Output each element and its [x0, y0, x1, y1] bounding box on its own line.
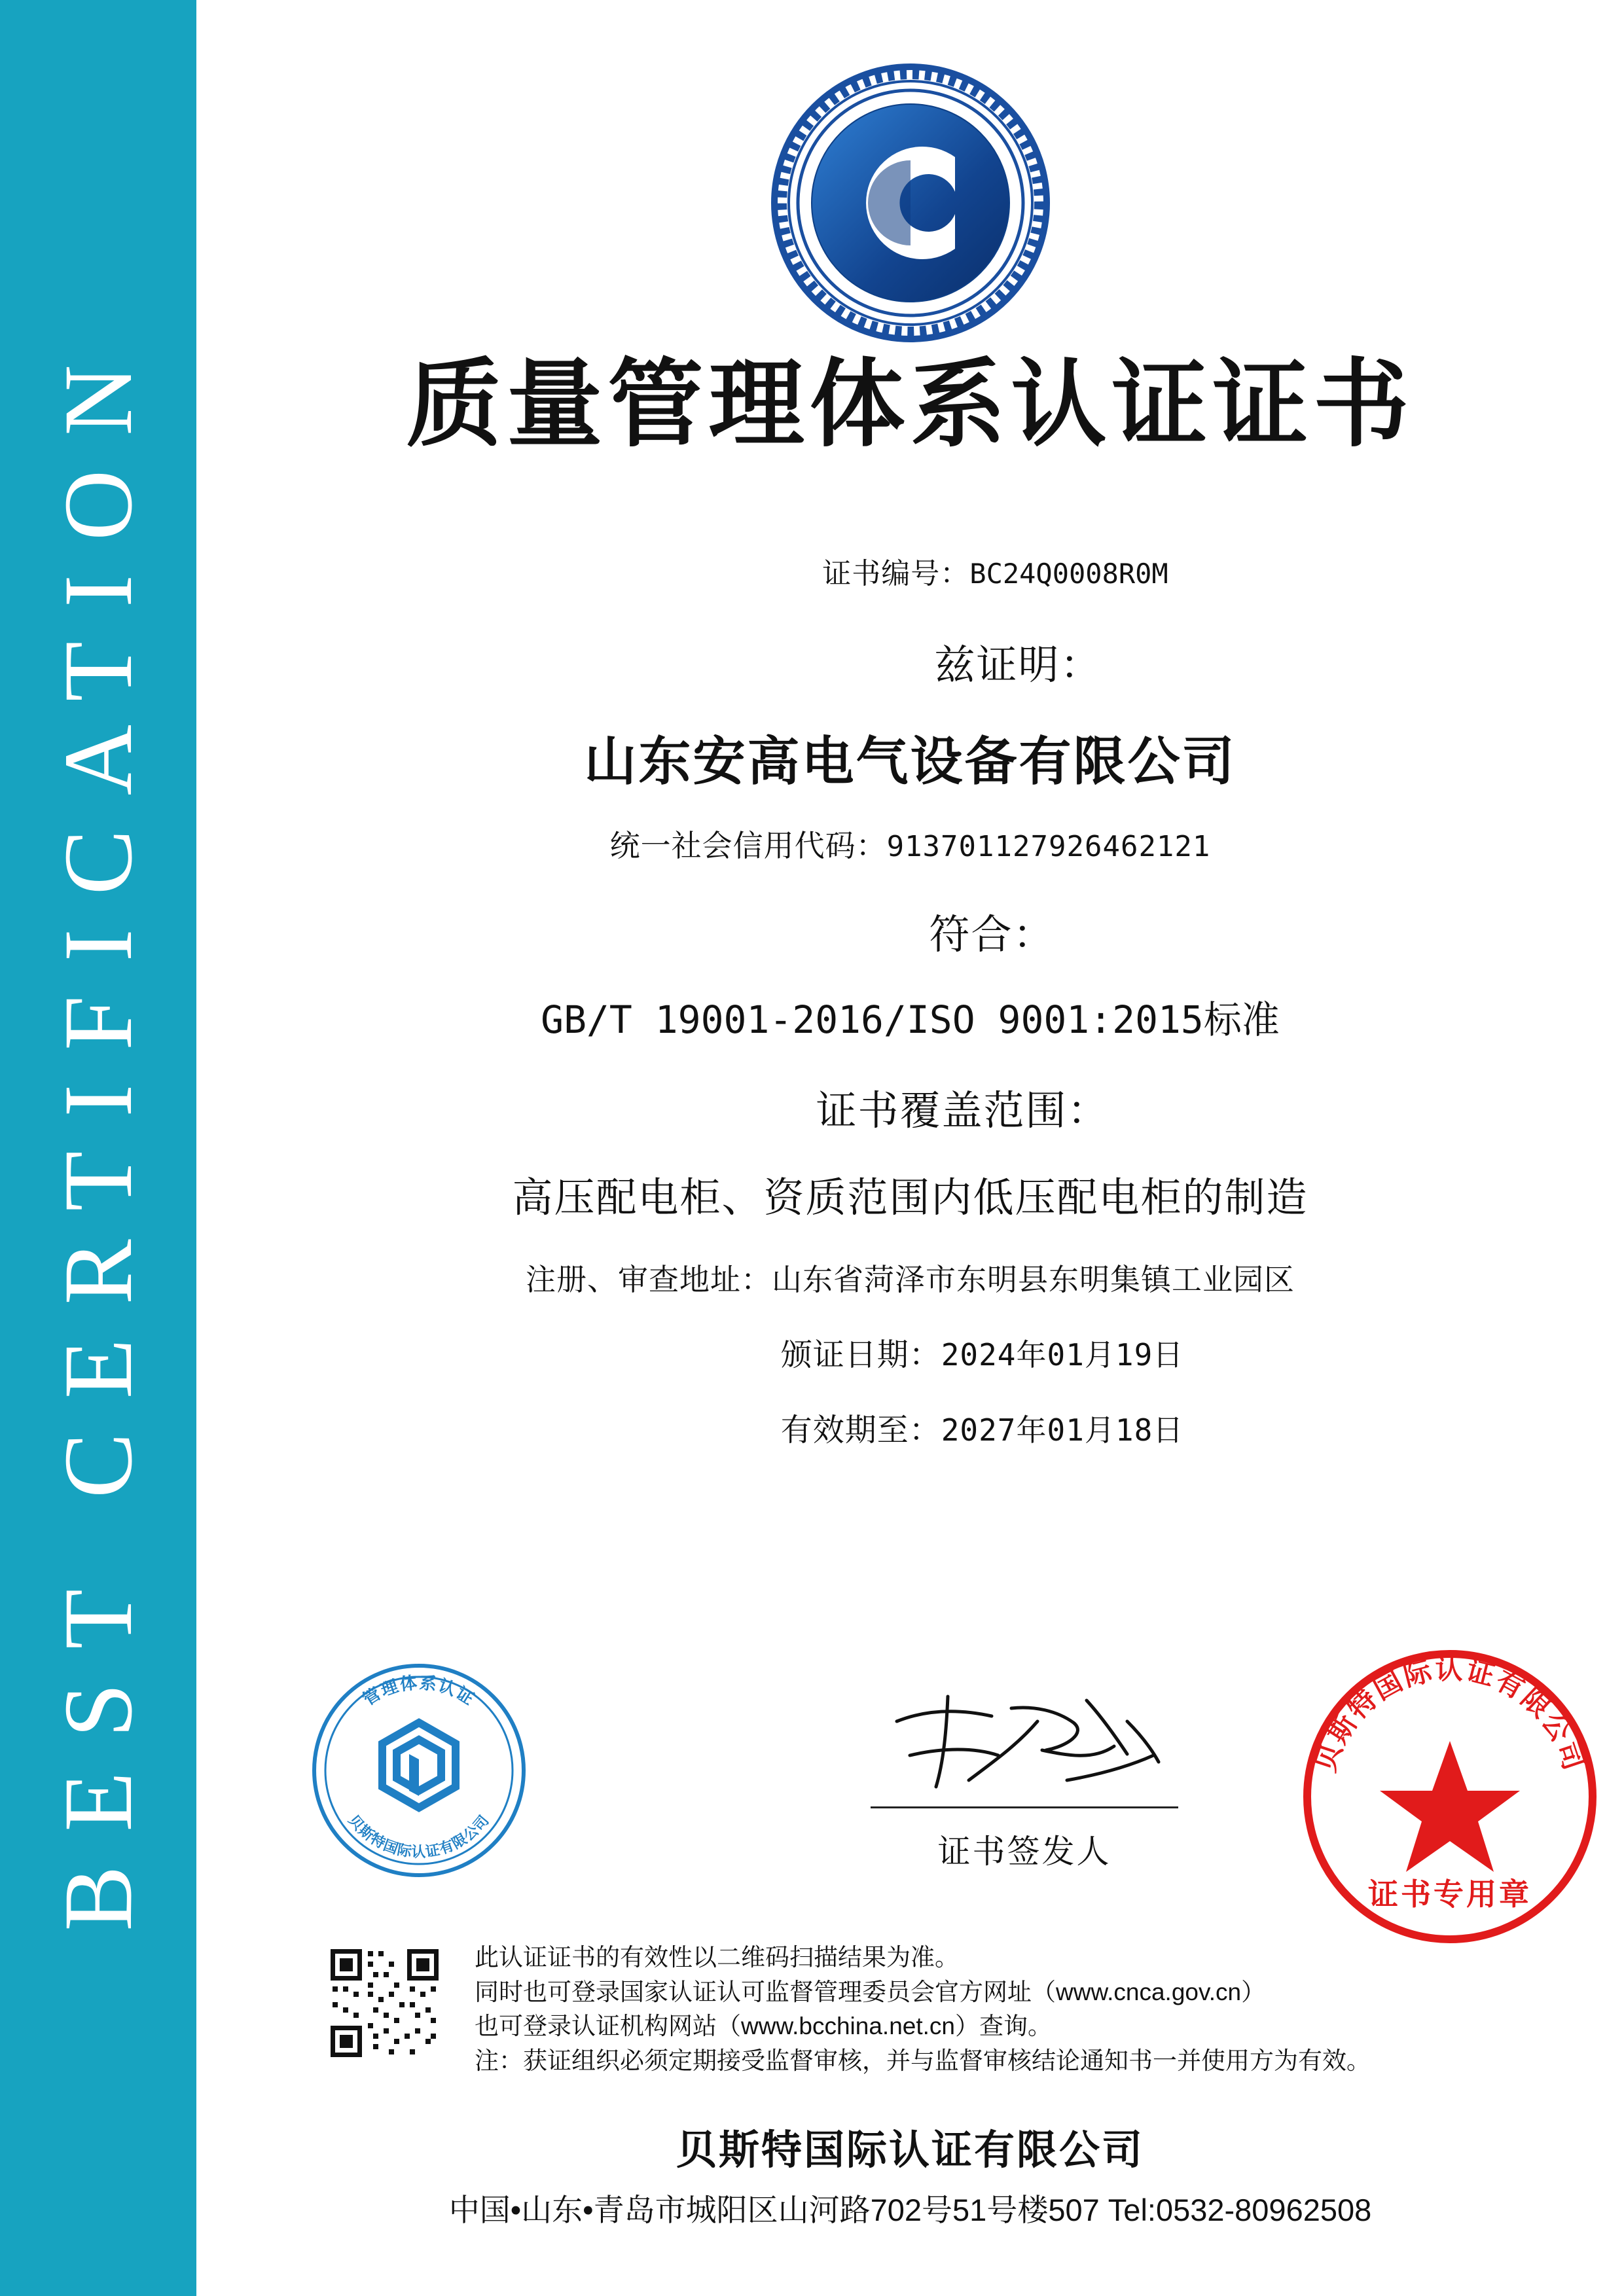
management-system-seal-icon: [311, 1662, 527, 1878]
issue-date-label: 颁证日期：: [780, 1338, 941, 1372]
certificate-number-value: BC24Q0008R0M: [969, 558, 1168, 590]
address-label: 注册、审查地址：: [526, 1263, 772, 1297]
expiry-date-label: 有效期至：: [780, 1413, 941, 1448]
side-band: [0, 0, 196, 2296]
certificate-number-row: [196, 550, 1624, 592]
credit-code-label: 统一社会信用代码：: [609, 829, 887, 863]
scope-label: 证书覆盖范围：: [816, 1088, 1110, 1134]
note-line-3: 也可登录认证机构网站（www.bcchina.net.cn）查询。: [475, 2013, 1053, 2040]
certificate-title: 质量管理体系认证证书: [406, 349, 1415, 460]
address-value: 山东省菏泽市东明县东明集镇工业园区: [772, 1263, 1295, 1297]
note-line-2: 同时也可登录国家认证认可监督管理委员会官方网址（www.cnca.gov.cn）: [475, 1978, 1266, 2005]
address-row: [196, 1256, 1624, 1299]
expiry-date-row: [196, 1405, 1624, 1450]
side-band-text: BEST CERTIFICATION: [44, 331, 153, 1931]
certificate-number-label: 证书编号：: [822, 558, 970, 590]
credit-code-value: 913701127926462121: [886, 830, 1211, 863]
conform-label: 符合：: [929, 912, 1055, 958]
certificate-sheet: [196, 0, 1624, 2296]
official-red-seal-icon: [1296, 1643, 1604, 1950]
signature-mark: [871, 1682, 1178, 1806]
issuer-organization-name: 贝斯特国际认证有限公司: [676, 2128, 1144, 2173]
issue-date-row: [196, 1329, 1624, 1374]
issue-date-value: 2024年01月19日: [941, 1337, 1184, 1372]
seal-row: [196, 1653, 1624, 1931]
certify-label: 兹证明：: [934, 643, 1102, 688]
signature-line: [871, 1806, 1178, 1808]
signature-caption: 证书签发人: [937, 1833, 1111, 1870]
notes-text-block: [475, 1941, 1600, 2078]
note-line-4: 注：获证组织必须定期接受监督审核，并与监督审核结论通知书一并使用方为有效。: [475, 2047, 1371, 2074]
svg-text:贝斯特国际认证有限公司: 贝斯特国际认证有限公司: [1309, 1653, 1591, 1776]
svg-text:贝斯特国际认证有限公司: 贝斯特国际认证有限公司: [344, 1812, 494, 1861]
svg-text:管理体系认证: 管理体系认证: [359, 1673, 478, 1710]
qr-code-icon[interactable]: [327, 1946, 442, 2060]
credit-code-row: [196, 822, 1624, 865]
bc-logo-icon: [770, 62, 1051, 344]
certificate-body: [196, 550, 1624, 1450]
svg-text:证书专用章: 证书专用章: [1368, 1876, 1532, 1912]
issuer-address: 中国•山东•青岛市城阳区山河路702号51号楼507 Tel:0532-80962508: [448, 2193, 1372, 2227]
note-line-1: 此认证证书的有效性以二维码扫描结果为准。: [475, 1944, 959, 1971]
standard-value: GB/T 19001-2016/ISO 9001:2015标准: [541, 997, 1280, 1042]
company-name: 山东安高电气设备有限公司: [584, 732, 1236, 791]
scope-value: 高压配电柜、资质范围内低压配电柜的制造: [512, 1175, 1308, 1221]
signature-block: [871, 1682, 1178, 1873]
expiry-date-value: 2027年01月18日: [941, 1412, 1184, 1448]
